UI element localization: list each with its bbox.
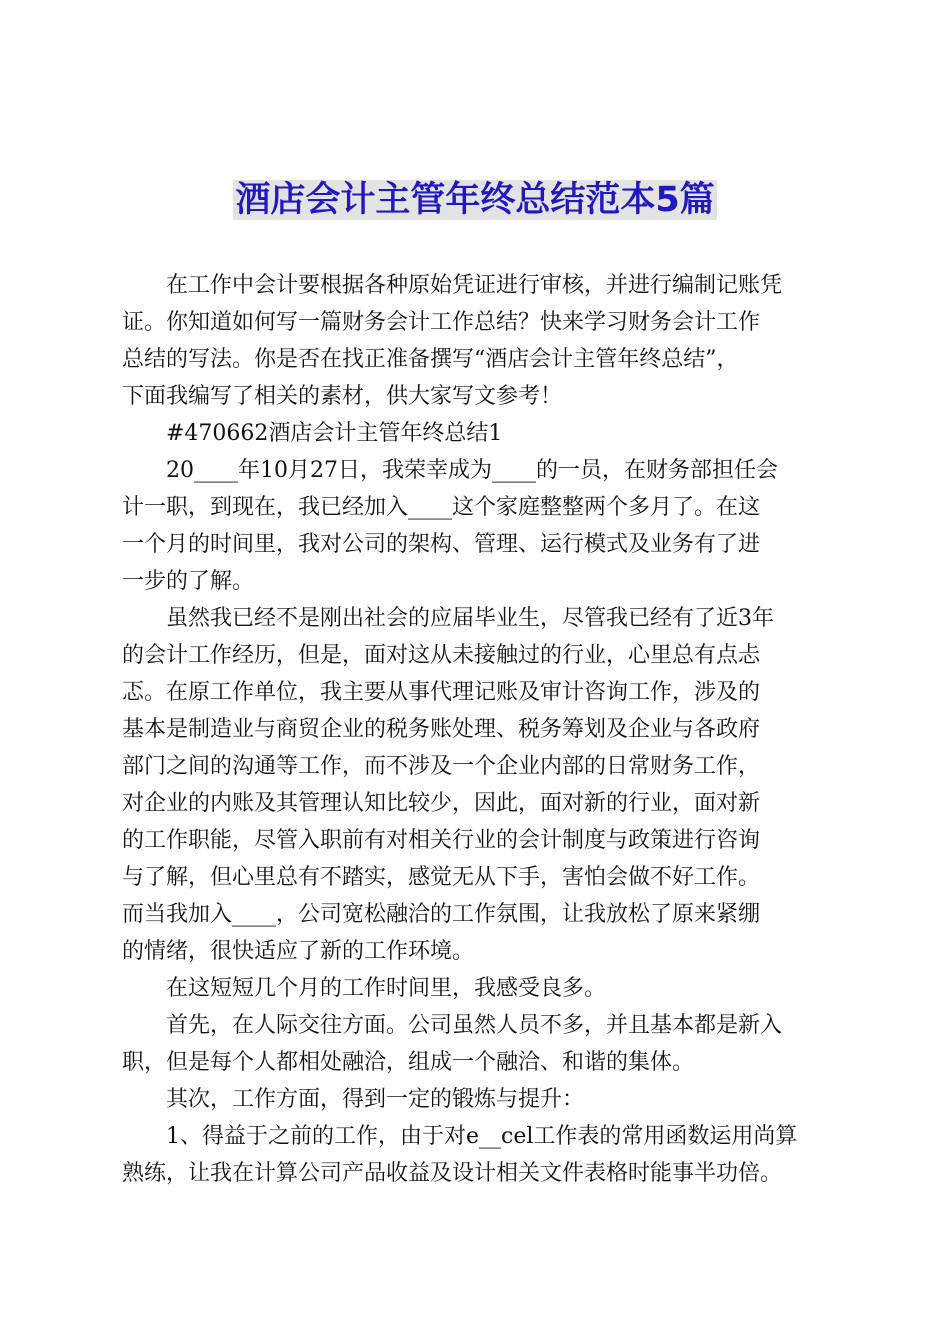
paragraph — [122, 600, 824, 970]
paragraph-line: 职，但是每个人都相处融洽，组成一个融洽、和谐的集体。 — [122, 1050, 695, 1075]
document-title — [0, 176, 950, 224]
paragraph-line: 计一职，到现在，我已经加入____这个家庭整整两个多月了。在这 — [122, 495, 761, 520]
paragraph-line: 一步的了解。 — [122, 569, 255, 594]
paragraph-line: 其次，工作方面，得到一定的锻炼与提升： — [166, 1087, 585, 1112]
paragraph-line: 基本是制造业与商贸企业的税务账处理、税务筹划及企业与各政府 — [122, 717, 761, 742]
paragraph-line: 对企业的内账及其管理认知比较少，因此，面对新的行业，面对新 — [122, 791, 761, 816]
paragraph-line: 下面我编写了相关的素材，供大家写文参考！ — [122, 384, 563, 409]
paragraph — [122, 267, 824, 415]
paragraph-line: 1、得益于之前的工作，由于对e__cel工作表的常用函数运用尚算 — [166, 1124, 798, 1149]
paragraph-line: 总结的写法。你是否在找正准备撰写“酒店会计主管年终总结”， — [122, 347, 739, 372]
paragraph-line: 熟练，让我在计算公司产品收益及设计相关文件表格时能事半功倍。 — [122, 1161, 783, 1186]
document-body — [122, 267, 824, 1192]
paragraph-line: 与了解，但心里总有不踏实，感觉无从下手，害怕会做不好工作。 — [122, 865, 761, 890]
paragraph — [144, 1081, 824, 1118]
paragraph-line: 忑。在原工作单位，我主要从事代理记账及审计咨询工作，涉及的 — [122, 680, 761, 705]
paragraph-line: 在工作中会计要根据各种原始凭证进行审核，并进行编制记账凭 — [166, 273, 783, 298]
paragraph-line: 的情绪，很快适应了新的工作环境。 — [122, 939, 475, 964]
paragraph-line: #470662酒店会计主管年终总结1 — [166, 421, 503, 446]
paragraph-line: 证。你知道如何写一篇财务会计工作总结？快来学习财务会计工作 — [122, 310, 761, 335]
paragraph — [122, 1007, 824, 1081]
paragraph-line: 一个月的时间里，我对公司的架构、管理、运行模式及业务有了进 — [122, 532, 761, 557]
paragraph — [144, 970, 824, 1007]
title-text: 酒店会计主管年终总结范本5篇 — [235, 180, 715, 220]
paragraph-line: 虽然我已经不是刚出社会的应届毕业生，尽管我已经有了近3年 — [166, 606, 774, 631]
paragraph — [122, 1118, 824, 1192]
paragraph-line: 而当我加入____，公司宽松融洽的工作氛围，让我放松了原来紧绷 — [122, 902, 761, 927]
paragraph — [144, 415, 824, 452]
paragraph — [122, 452, 824, 600]
paragraph-line: 首先，在人际交往方面。公司虽然人员不多，并且基本都是新入 — [166, 1013, 783, 1038]
paragraph-line: 20____年10月27日，我荣幸成为____的一员，在财务部担任会 — [166, 458, 778, 483]
paragraph-line: 部门之间的沟通等工作，而不涉及一个企业内部的日常财务工作， — [122, 754, 761, 779]
paragraph-line: 在这短短几个月的工作时间里，我感受良多。 — [166, 976, 607, 1001]
paragraph-line: 的会计工作经历，但是，面对这从未接触过的行业，心里总有点忐 — [122, 643, 761, 668]
paragraph-line: 的工作职能，尽管入职前有对相关行业的会计制度与政策进行咨询 — [122, 828, 761, 853]
